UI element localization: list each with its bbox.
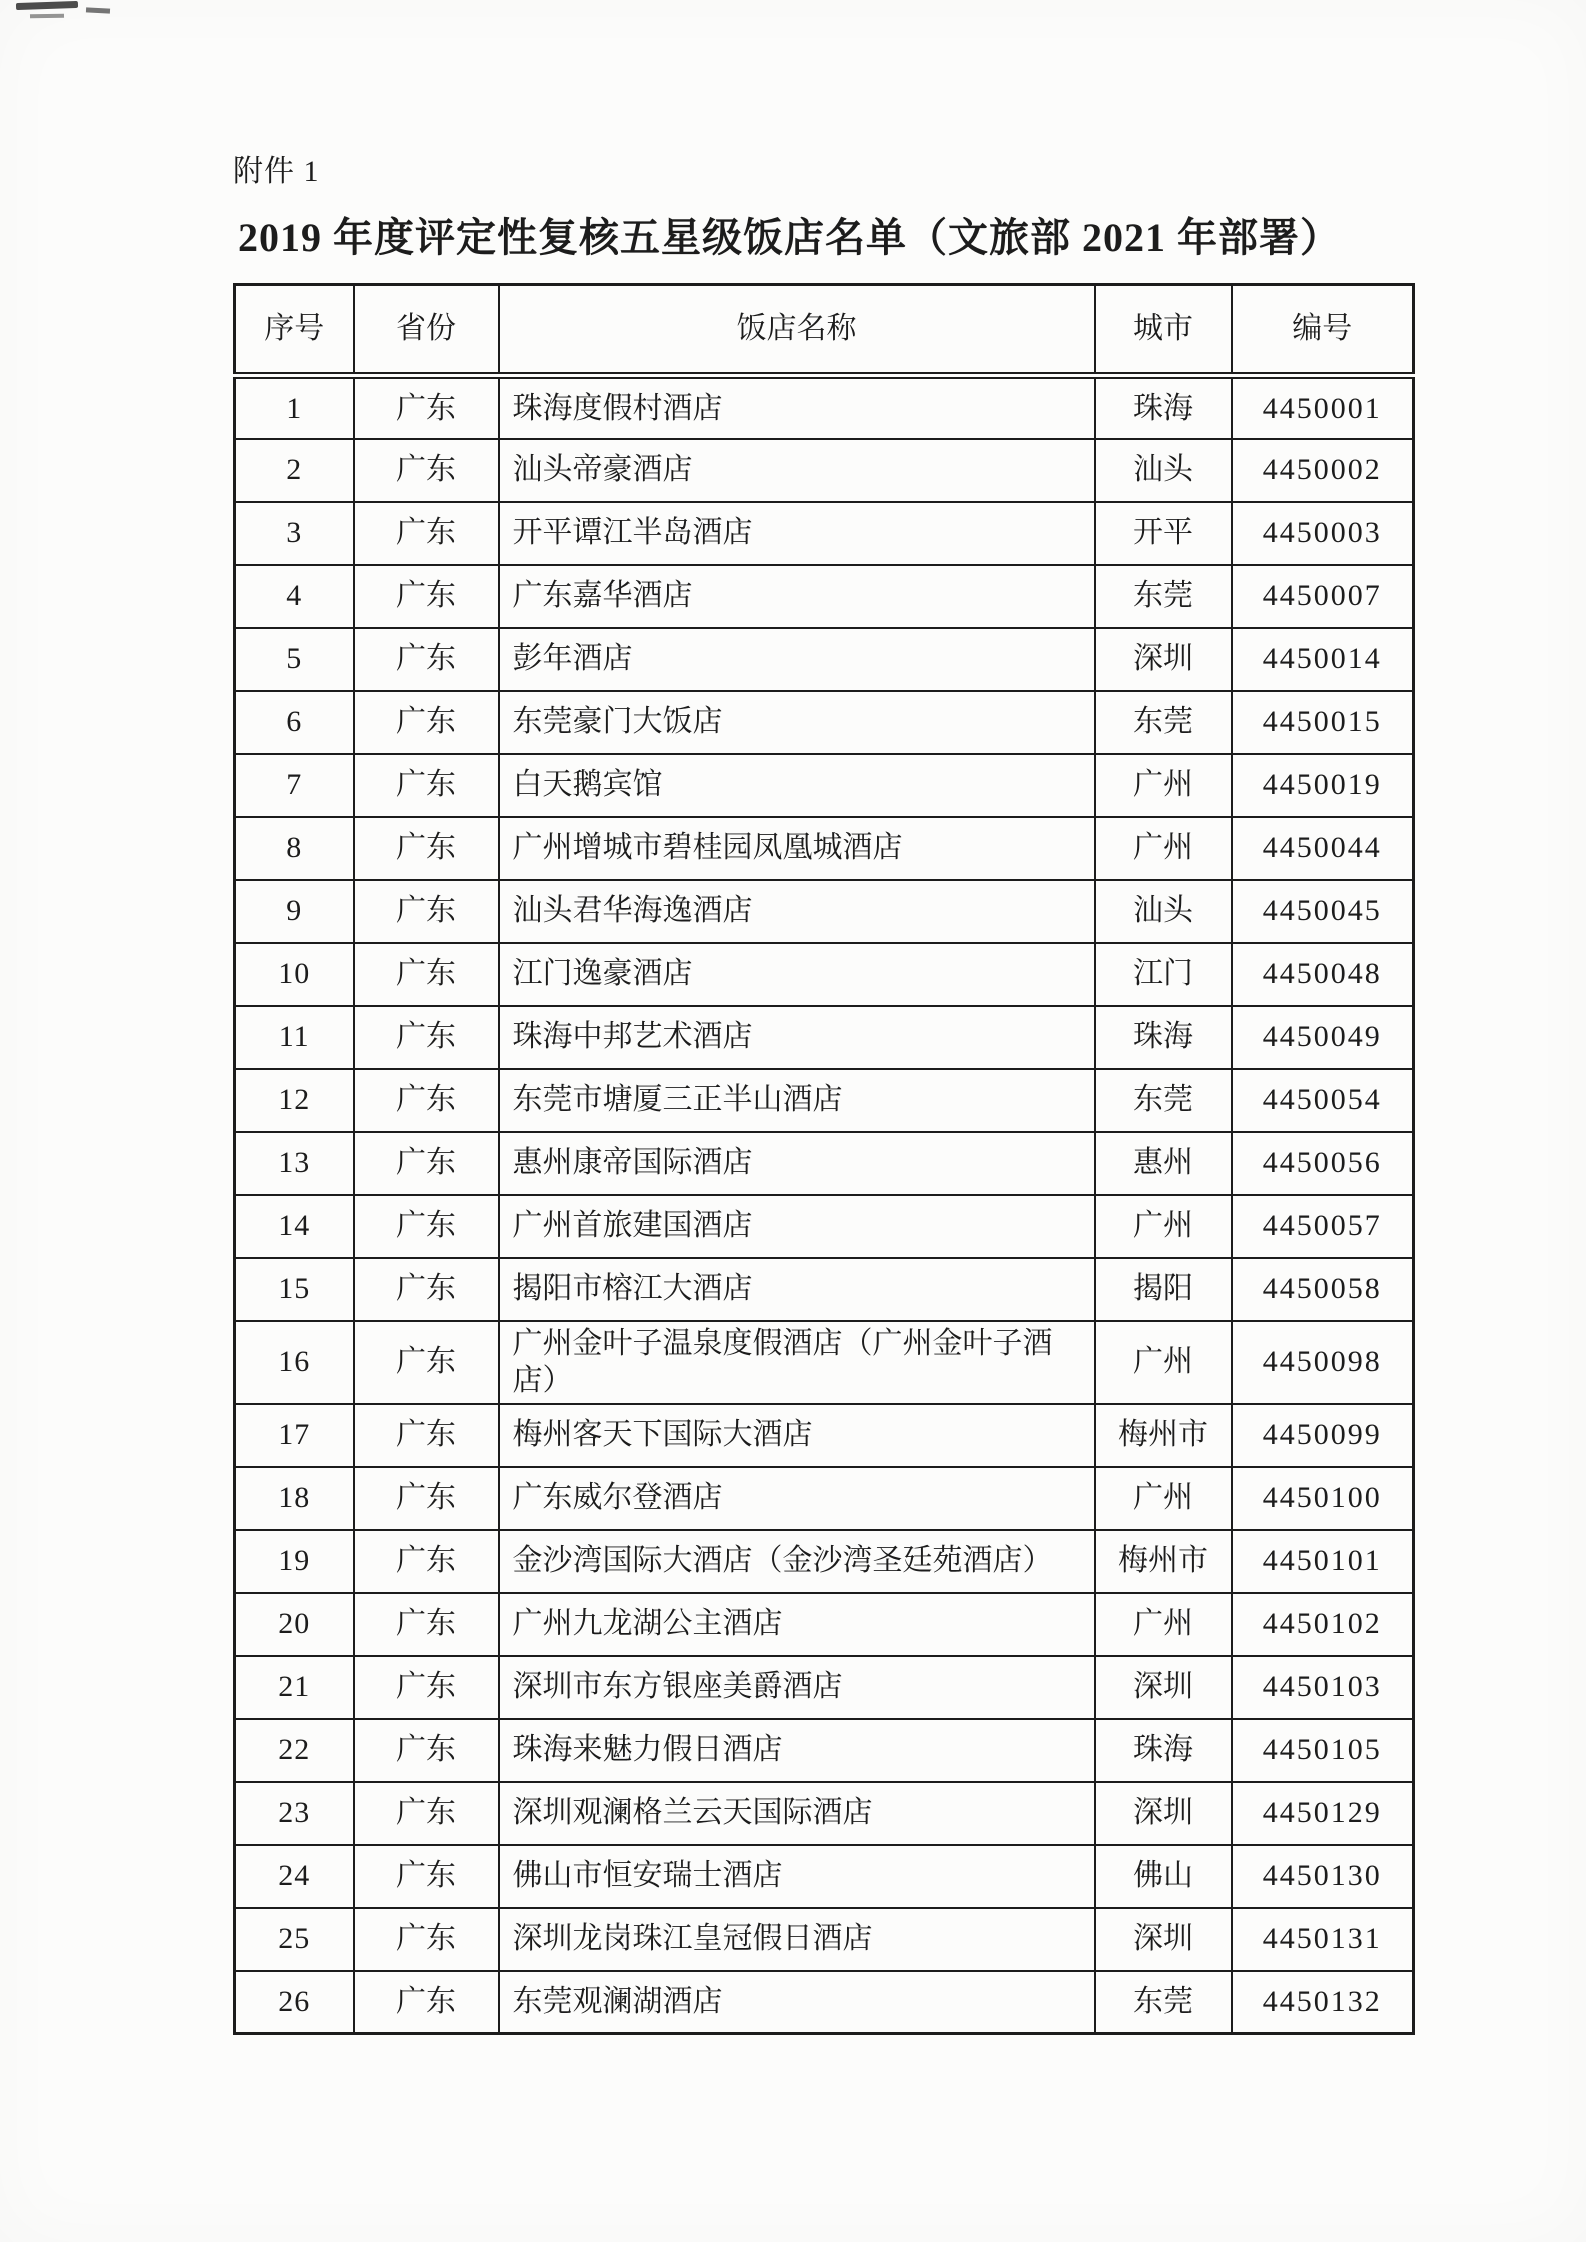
scan-artifact — [16, 1, 78, 10]
cell-hotel: 白天鹅宾馆 — [499, 754, 1095, 817]
cell-hotel: 汕头帝豪酒店 — [499, 439, 1095, 502]
cell-no: 7 — [235, 754, 354, 817]
cell-code: 4450056 — [1232, 1132, 1414, 1195]
cell-hotel: 广州增城市碧桂园凤凰城酒店 — [499, 817, 1095, 880]
cell-no: 1 — [235, 376, 354, 439]
cell-province: 广东 — [354, 1404, 499, 1467]
attachment-label: 附件 1 — [233, 155, 320, 188]
cell-hotel: 广州金叶子温泉度假酒店（广州金叶子酒店） — [499, 1321, 1095, 1404]
cell-province: 广东 — [354, 691, 499, 754]
hotel-table-body — [235, 376, 1414, 2034]
cell-city: 惠州 — [1095, 1132, 1232, 1195]
cell-hotel: 珠海度假村酒店 — [499, 376, 1095, 439]
table-row — [235, 754, 1414, 817]
cell-province: 广东 — [354, 1132, 499, 1195]
cell-code: 4450058 — [1232, 1258, 1414, 1321]
cell-hotel: 珠海中邦艺术酒店 — [499, 1006, 1095, 1069]
page-title: 2019 年度评定性复核五星级饭店名单（文旅部 2021 年部署） — [238, 215, 1341, 260]
cell-code: 4450015 — [1232, 691, 1414, 754]
cell-city: 汕头 — [1095, 439, 1232, 502]
cell-city: 珠海 — [1095, 1006, 1232, 1069]
cell-province: 广东 — [354, 1069, 499, 1132]
cell-province: 广东 — [354, 376, 499, 439]
cell-city: 东莞 — [1095, 1971, 1232, 2034]
cell-code: 4450101 — [1232, 1530, 1414, 1593]
cell-city: 广州 — [1095, 754, 1232, 817]
cell-hotel: 汕头君华海逸酒店 — [499, 880, 1095, 943]
table-row — [235, 1593, 1414, 1656]
scan-artifact — [86, 7, 110, 13]
cell-city: 广州 — [1095, 1467, 1232, 1530]
cell-hotel: 梅州客天下国际大酒店 — [499, 1404, 1095, 1467]
table-row — [235, 1006, 1414, 1069]
cell-hotel: 江门逸豪酒店 — [499, 943, 1095, 1006]
table-row — [235, 1195, 1414, 1258]
table-row — [235, 1971, 1414, 2034]
cell-province: 广东 — [354, 943, 499, 1006]
cell-no: 18 — [235, 1467, 354, 1530]
cell-province: 广东 — [354, 880, 499, 943]
cell-province: 广东 — [354, 1971, 499, 2034]
header-row — [235, 285, 1414, 376]
cell-no: 5 — [235, 628, 354, 691]
table-row — [235, 376, 1414, 439]
cell-province: 广东 — [354, 1321, 499, 1404]
cell-no: 9 — [235, 880, 354, 943]
table-row — [235, 817, 1414, 880]
cell-code: 4450054 — [1232, 1069, 1414, 1132]
cell-province: 广东 — [354, 439, 499, 502]
cell-province: 广东 — [354, 1656, 499, 1719]
cell-code: 4450103 — [1232, 1656, 1414, 1719]
cell-hotel: 珠海来魅力假日酒店 — [499, 1719, 1095, 1782]
cell-hotel: 开平谭江半岛酒店 — [499, 502, 1095, 565]
cell-province: 广东 — [354, 1908, 499, 1971]
cell-hotel: 佛山市恒安瑞士酒店 — [499, 1845, 1095, 1908]
cell-code: 4450002 — [1232, 439, 1414, 502]
cell-hotel: 广东威尔登酒店 — [499, 1467, 1095, 1530]
table-row — [235, 565, 1414, 628]
cell-code: 4450001 — [1232, 376, 1414, 439]
cell-province: 广东 — [354, 1530, 499, 1593]
cell-no: 16 — [235, 1321, 354, 1404]
cell-no: 25 — [235, 1908, 354, 1971]
cell-hotel: 深圳市东方银座美爵酒店 — [499, 1656, 1095, 1719]
cell-no: 21 — [235, 1656, 354, 1719]
cell-province: 广东 — [354, 1845, 499, 1908]
cell-city: 广州 — [1095, 1593, 1232, 1656]
cell-city: 广州 — [1095, 1195, 1232, 1258]
table-row — [235, 1845, 1414, 1908]
table-row — [235, 439, 1414, 502]
cell-hotel: 广州九龙湖公主酒店 — [499, 1593, 1095, 1656]
cell-province: 广东 — [354, 1195, 499, 1258]
cell-province: 广东 — [354, 1719, 499, 1782]
cell-province: 广东 — [354, 628, 499, 691]
cell-province: 广东 — [354, 1006, 499, 1069]
cell-hotel: 惠州康帝国际酒店 — [499, 1132, 1095, 1195]
cell-city: 东莞 — [1095, 1069, 1232, 1132]
column-header-no: 序号 — [235, 285, 354, 376]
table-row — [235, 1719, 1414, 1782]
cell-code: 4450105 — [1232, 1719, 1414, 1782]
column-header-province: 省份 — [354, 285, 499, 376]
cell-code: 4450102 — [1232, 1593, 1414, 1656]
cell-hotel: 广州首旅建国酒店 — [499, 1195, 1095, 1258]
cell-city: 深圳 — [1095, 1782, 1232, 1845]
cell-city: 东莞 — [1095, 691, 1232, 754]
cell-hotel: 广东嘉华酒店 — [499, 565, 1095, 628]
cell-no: 3 — [235, 502, 354, 565]
cell-code: 4450057 — [1232, 1195, 1414, 1258]
cell-city: 广州 — [1095, 817, 1232, 880]
cell-code: 4450129 — [1232, 1782, 1414, 1845]
cell-city: 珠海 — [1095, 376, 1232, 439]
cell-province: 广东 — [354, 502, 499, 565]
table-row — [235, 1656, 1414, 1719]
cell-hotel: 金沙湾国际大酒店（金沙湾圣廷苑酒店） — [499, 1530, 1095, 1593]
cell-no: 12 — [235, 1069, 354, 1132]
column-header-hotel: 饭店名称 — [499, 285, 1095, 376]
cell-city: 佛山 — [1095, 1845, 1232, 1908]
cell-no: 14 — [235, 1195, 354, 1258]
cell-city: 揭阳 — [1095, 1258, 1232, 1321]
cell-code: 4450044 — [1232, 817, 1414, 880]
cell-code: 4450100 — [1232, 1467, 1414, 1530]
cell-province: 广东 — [354, 565, 499, 628]
table-row — [235, 1321, 1414, 1404]
cell-city: 珠海 — [1095, 1719, 1232, 1782]
cell-code: 4450003 — [1232, 502, 1414, 565]
table-row — [235, 1404, 1414, 1467]
scan-artifact — [30, 14, 64, 19]
cell-no: 10 — [235, 943, 354, 1006]
cell-no: 20 — [235, 1593, 354, 1656]
cell-code: 4450019 — [1232, 754, 1414, 817]
cell-code: 4450045 — [1232, 880, 1414, 943]
cell-no: 23 — [235, 1782, 354, 1845]
table-row — [235, 1258, 1414, 1321]
cell-city: 汕头 — [1095, 880, 1232, 943]
cell-code: 4450049 — [1232, 1006, 1414, 1069]
cell-no: 19 — [235, 1530, 354, 1593]
cell-hotel: 东莞豪门大饭店 — [499, 691, 1095, 754]
cell-no: 13 — [235, 1132, 354, 1195]
table-row — [235, 1782, 1414, 1845]
cell-city: 开平 — [1095, 502, 1232, 565]
cell-province: 广东 — [354, 1782, 499, 1845]
cell-city: 广州 — [1095, 1321, 1232, 1404]
cell-hotel: 深圳龙岗珠江皇冠假日酒店 — [499, 1908, 1095, 1971]
cell-code: 4450130 — [1232, 1845, 1414, 1908]
cell-city: 梅州市 — [1095, 1530, 1232, 1593]
cell-hotel: 揭阳市榕江大酒店 — [499, 1258, 1095, 1321]
table-row — [235, 691, 1414, 754]
cell-city: 深圳 — [1095, 628, 1232, 691]
table-row — [235, 628, 1414, 691]
column-header-code: 编号 — [1232, 285, 1414, 376]
cell-city: 梅州市 — [1095, 1404, 1232, 1467]
cell-province: 广东 — [354, 817, 499, 880]
cell-no: 22 — [235, 1719, 354, 1782]
cell-code: 4450132 — [1232, 1971, 1414, 2034]
cell-city: 深圳 — [1095, 1656, 1232, 1719]
cell-hotel: 深圳观澜格兰云天国际酒店 — [499, 1782, 1095, 1845]
cell-code: 4450014 — [1232, 628, 1414, 691]
cell-province: 广东 — [354, 1593, 499, 1656]
cell-code: 4450131 — [1232, 1908, 1414, 1971]
table-row — [235, 1908, 1414, 1971]
cell-no: 17 — [235, 1404, 354, 1467]
cell-province: 广东 — [354, 754, 499, 817]
cell-province: 广东 — [354, 1258, 499, 1321]
table-row — [235, 943, 1414, 1006]
cell-code: 4450098 — [1232, 1321, 1414, 1404]
hotel-table — [233, 283, 1415, 2035]
table-row — [235, 1530, 1414, 1593]
table-row — [235, 1132, 1414, 1195]
cell-province: 广东 — [354, 1467, 499, 1530]
cell-city: 东莞 — [1095, 565, 1232, 628]
cell-no: 6 — [235, 691, 354, 754]
column-header-city: 城市 — [1095, 285, 1232, 376]
table-row — [235, 1069, 1414, 1132]
cell-code: 4450007 — [1232, 565, 1414, 628]
cell-no: 8 — [235, 817, 354, 880]
cell-code: 4450099 — [1232, 1404, 1414, 1467]
table-row — [235, 502, 1414, 565]
cell-city: 深圳 — [1095, 1908, 1232, 1971]
cell-no: 24 — [235, 1845, 354, 1908]
cell-code: 4450048 — [1232, 943, 1414, 1006]
table-row — [235, 1467, 1414, 1530]
cell-no: 15 — [235, 1258, 354, 1321]
cell-no: 26 — [235, 1971, 354, 2034]
cell-no: 4 — [235, 565, 354, 628]
cell-hotel: 彭年酒店 — [499, 628, 1095, 691]
cell-no: 11 — [235, 1006, 354, 1069]
cell-hotel: 东莞市塘厦三正半山酒店 — [499, 1069, 1095, 1132]
table-row — [235, 880, 1414, 943]
cell-hotel: 东莞观澜湖酒店 — [499, 1971, 1095, 2034]
cell-city: 江门 — [1095, 943, 1232, 1006]
cell-no: 2 — [235, 439, 354, 502]
